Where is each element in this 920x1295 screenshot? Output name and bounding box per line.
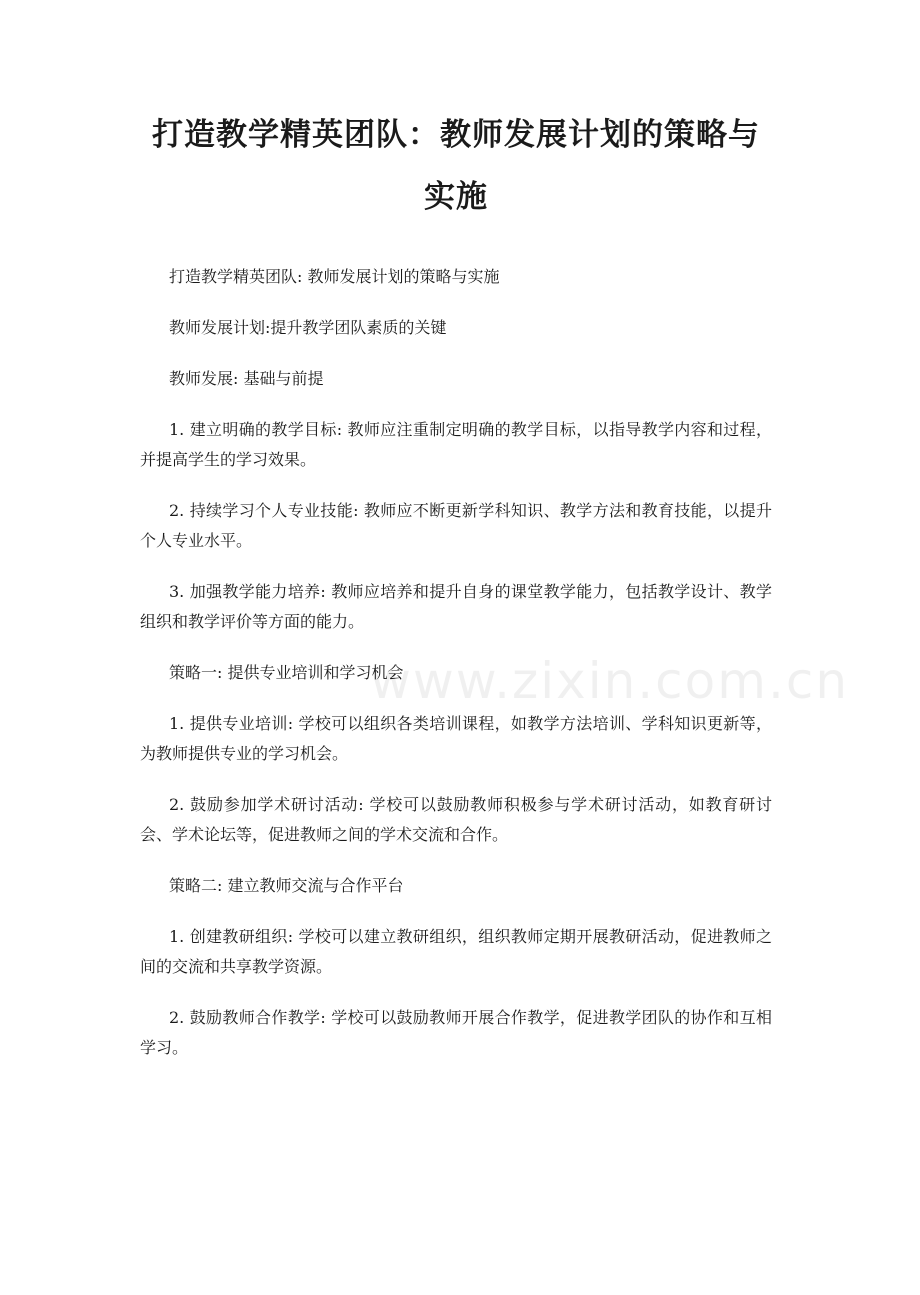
list-item: 1. 提供专业培训: 学校可以组织各类培训课程，如教学方法培训、学科知识更新等，为教师提供专业的学习机会。 bbox=[140, 714, 772, 763]
list-item: 3. 加强教学能力培养: 教师应培养和提升自身的课堂教学能力，包括教学设计、教学组织和教学评价等方面的能力。 bbox=[140, 582, 772, 631]
list-item: 2. 鼓励教师合作教学: 学校可以鼓励教师开展合作教学，促进教学团队的协作和互相学习。 bbox=[140, 1008, 772, 1057]
document-title bbox=[140, 104, 772, 228]
title-line-2: 实施 bbox=[424, 179, 488, 215]
list-item: 2. 持续学习个人专业技能: 教师应不断更新学科知识、教学方法和教育技能，以提升个人专业水平。 bbox=[140, 501, 772, 550]
paragraph-subtitle: 打造教学精英团队: 教师发展计划的策略与实施 bbox=[169, 267, 500, 286]
list-item: 2. 鼓励参加学术研讨活动: 学校可以鼓励教师积极参与学术研讨活动，如教育研讨会、学术论坛等，促进教师之间的学术交流和合作。 bbox=[140, 795, 772, 844]
document-body bbox=[140, 262, 772, 1063]
section-heading-strategy-1: 策略一: 提供专业培训和学习机会 bbox=[169, 663, 404, 682]
list-item: 1. 创建教研组织: 学校可以建立教研组织，组织教师定期开展教研活动，促进教师之间的交流和共享教学资源。 bbox=[140, 927, 772, 976]
section-heading-foundation: 教师发展: 基础与前提 bbox=[169, 369, 324, 388]
paragraph-plan-heading: 教师发展计划:提升教学团队素质的关键 bbox=[169, 318, 447, 337]
list-item: 1. 建立明确的教学目标: 教师应注重制定明确的教学目标，以指导教学内容和过程，并提高学生的学习效果。 bbox=[140, 420, 772, 469]
section-heading-strategy-2: 策略二: 建立教师交流与合作平台 bbox=[169, 876, 404, 895]
title-line-1: 打造教学精英团队：教师发展计划的策略与 bbox=[152, 117, 760, 153]
watermark: www.zixin.com.cn bbox=[370, 652, 850, 710]
document-page bbox=[0, 104, 920, 1295]
